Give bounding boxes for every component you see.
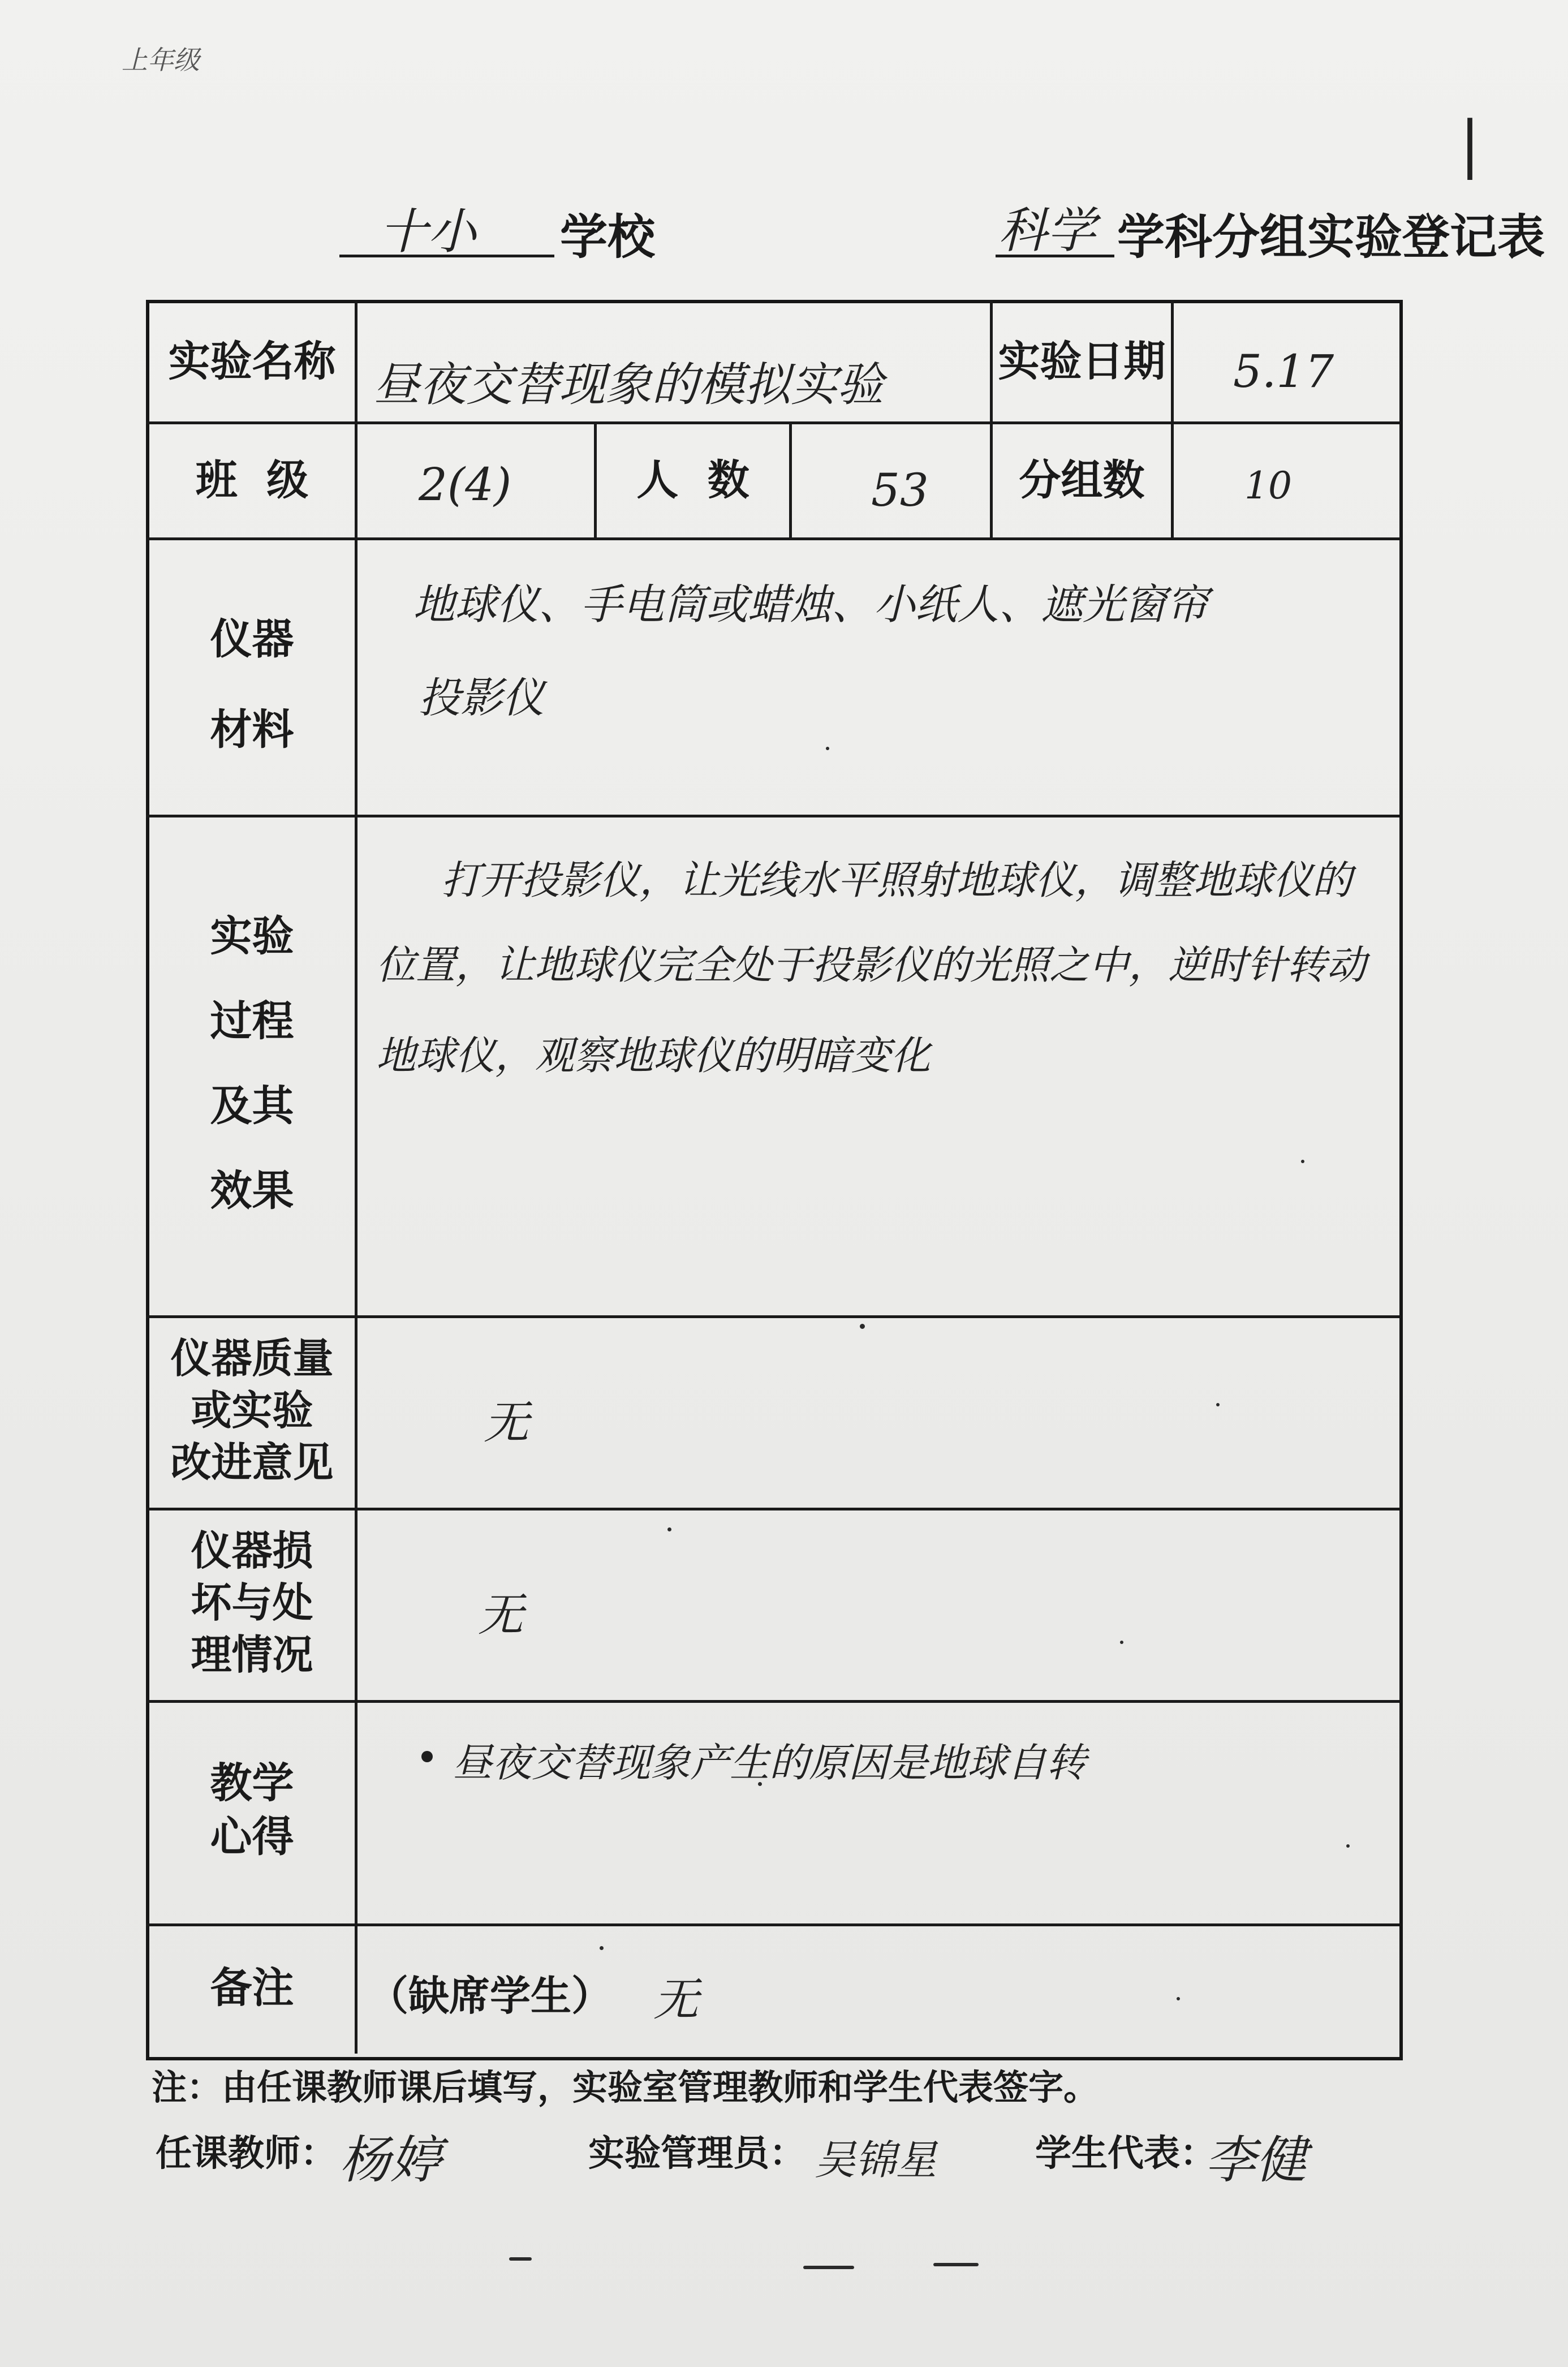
class-label: 班 级 — [195, 456, 309, 505]
col-divider — [990, 300, 993, 537]
process-value-line: 位置，让地球仪完全处于投影仪的光照之中，逆时针转动 — [376, 942, 1366, 988]
admin-signature: 吴锦星 — [815, 2136, 937, 2184]
page-mark: | — [1459, 107, 1481, 180]
footer-note: 注：由任课教师课后填写，实验室管理教师和学生代表签字。 — [152, 2067, 1099, 2108]
groups-label: 分组数 — [1019, 456, 1145, 505]
headcount-label: 人 数 — [636, 456, 749, 505]
school-name: 十小 — [379, 204, 476, 260]
row-divider — [146, 815, 1399, 817]
subject-name: 科学 — [998, 203, 1096, 259]
remarks-label: 备注 — [210, 1964, 294, 2012]
materials-value-line: 投影仪 — [419, 674, 544, 722]
school-suffix: 学校 — [560, 209, 656, 265]
reflection-label — [152, 1757, 352, 1864]
damage-label — [152, 1525, 352, 1681]
reflection-value: 昼夜交替现象产生的原因是地球自转 — [453, 1740, 1086, 1786]
quality-label-line: 仪器质量 — [170, 1335, 334, 1382]
col-divider — [594, 421, 597, 537]
process-label-line: 及其 — [210, 1082, 294, 1130]
remarks-value: 无 — [653, 1973, 699, 2026]
materials-label — [152, 594, 352, 775]
experiment-date-label: 实验日期 — [998, 337, 1166, 386]
row-divider — [146, 1700, 1399, 1703]
remarks-prefix: （缺席学生） — [368, 1972, 613, 2020]
title-suffix: 学科分组实验登记表 — [1117, 209, 1545, 265]
row-divider — [146, 421, 1399, 424]
process-value-line: 打开投影仪，让光线水平照射地球仪，调整地球仪的 — [441, 857, 1352, 903]
process-value-line: 地球仪，观察地球仪的明暗变化 — [376, 1032, 931, 1079]
quality-label — [152, 1332, 352, 1488]
col-divider — [1171, 300, 1174, 537]
student-label: 学生代表： — [1035, 2133, 1216, 2175]
quality-label-line: 改进意见 — [170, 1439, 334, 1486]
row-divider — [146, 1508, 1399, 1510]
process-label-line: 效果 — [210, 1167, 294, 1215]
damage-label-line: 理情况 — [191, 1631, 313, 1679]
teacher-signature: 杨婷 — [339, 2131, 441, 2190]
reflection-label-line: 教学 — [210, 1759, 294, 1807]
damage-label-line: 坏与处 — [191, 1579, 313, 1626]
row-divider — [146, 1923, 1399, 1926]
teacher-label: 任课教师： — [156, 2133, 337, 2175]
reflection-label-line: 心得 — [210, 1813, 294, 1861]
materials-value-line: 地球仪、手电筒或蜡烛、小纸人、遮光窗帘 — [413, 580, 1208, 629]
experiment-date-value: 5.17 — [1233, 345, 1334, 398]
damage-label-line: 仪器损 — [191, 1527, 313, 1574]
col-divider — [789, 421, 792, 537]
headcount-value: 53 — [871, 464, 929, 517]
quality-value: 无 — [484, 1396, 529, 1449]
class-value: 2(4) — [419, 458, 512, 511]
damage-value: 无 — [478, 1589, 523, 1641]
admin-label: 实验管理员： — [588, 2133, 805, 2175]
process-label-line: 实验 — [210, 912, 294, 961]
quality-label-line: 或实验 — [191, 1387, 313, 1434]
experiment-name-value: 昼夜交替现象的模拟实验 — [373, 358, 884, 412]
groups-value: 10 — [1244, 464, 1292, 507]
materials-label-line: 仪器 — [210, 615, 294, 664]
row-divider — [146, 537, 1399, 540]
form-title — [339, 187, 1545, 265]
experiment-name-label: 实验名称 — [168, 337, 336, 386]
corner-note: 上年级 — [122, 45, 200, 75]
student-signature: 李健 — [1205, 2131, 1307, 2190]
bullet-icon — [421, 1751, 433, 1762]
process-label-line: 过程 — [210, 997, 294, 1045]
row-divider — [146, 1315, 1399, 1318]
label-column-divider — [355, 300, 357, 2054]
materials-label-line: 材料 — [210, 705, 294, 754]
process-label — [152, 894, 352, 1233]
